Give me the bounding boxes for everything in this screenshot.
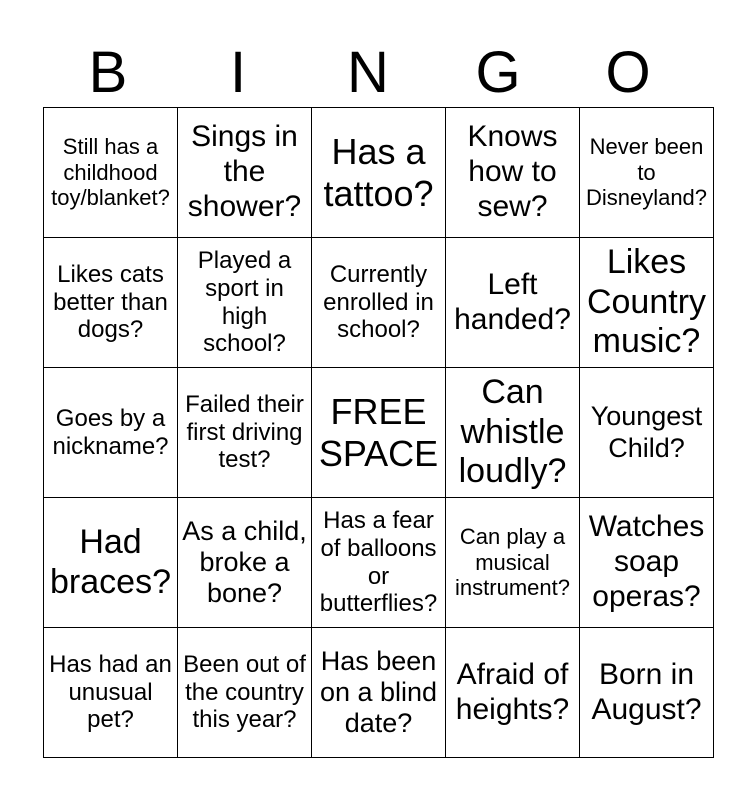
bingo-cell: Still has a childhood toy/blanket?	[44, 108, 178, 238]
bingo-cell: Never been to Disneyland?	[580, 108, 714, 238]
bingo-cell: Sings in the shower?	[178, 108, 312, 238]
bingo-cell: Had braces?	[44, 498, 178, 628]
bingo-cell: Knows how to sew?	[446, 108, 580, 238]
board-row	[44, 108, 714, 238]
board-row	[44, 498, 714, 628]
bingo-cell: Been out of the country this year?	[178, 628, 312, 758]
header-letter-i: I	[229, 40, 247, 105]
bingo-cell: Left handed?	[446, 238, 580, 368]
bingo-cell: Can play a musical instrument?	[446, 498, 580, 628]
bingo-cell: Has been on a blind date?	[312, 628, 446, 758]
board-row	[44, 628, 714, 758]
bingo-cell: Played a sport in high school?	[178, 238, 312, 368]
bingo-header	[43, 38, 693, 108]
bingo-cell: Can whistle loudly?	[446, 368, 580, 498]
bingo-cell: Afraid of heights?	[446, 628, 580, 758]
bingo-cell: Likes Country music?	[580, 238, 714, 368]
header-letter-g: G	[475, 40, 521, 105]
bingo-cell: As a child, broke a bone?	[178, 498, 312, 628]
board-row	[44, 368, 714, 498]
bingo-board	[43, 107, 714, 758]
bingo-cell: Currently enrolled in school?	[312, 238, 446, 368]
board-row	[44, 238, 714, 368]
bingo-cell: Likes cats better than dogs?	[44, 238, 178, 368]
bingo-cell: Born in August?	[580, 628, 714, 758]
bingo-cell: Watches soap operas?	[580, 498, 714, 628]
header-letter-n: N	[347, 40, 389, 105]
free-space-cell: FREE SPACE	[312, 368, 446, 498]
header-letter-o: O	[605, 40, 651, 105]
bingo-cell: Failed their first driving test?	[178, 368, 312, 498]
bingo-cell: Youngest Child?	[580, 368, 714, 498]
header-letter-b: B	[88, 40, 128, 105]
bingo-cell: Has had an unusual pet?	[44, 628, 178, 758]
bingo-cell: Has a tattoo?	[312, 108, 446, 238]
bingo-cell: Goes by a nickname?	[44, 368, 178, 498]
bingo-cell: Has a fear of balloons or butterflies?	[312, 498, 446, 628]
